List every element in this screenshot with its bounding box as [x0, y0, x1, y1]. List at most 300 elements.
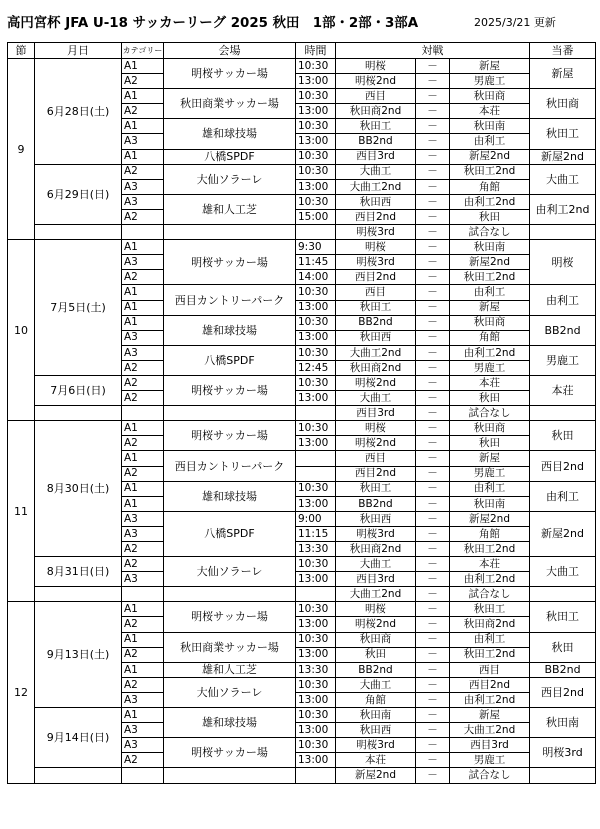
home-team-cell: 西目2nd — [336, 270, 416, 285]
table-row — [8, 59, 596, 74]
home-team-cell: 明桜 — [336, 602, 416, 617]
venue-cell — [164, 406, 296, 421]
versus-dash-cell: － — [416, 557, 450, 572]
away-team-cell: 秋田 — [450, 436, 530, 451]
category-cell: A3 — [122, 738, 164, 753]
versus-dash-cell: － — [416, 375, 450, 390]
away-team-cell: 秋田南 — [450, 496, 530, 511]
duty-cell: 男鹿工 — [530, 345, 596, 375]
venue-cell: 明桜サッカー場 — [164, 240, 296, 285]
duty-cell: 由利工 — [530, 285, 596, 315]
time-cell — [296, 406, 336, 421]
duty-cell: 新屋2nd — [530, 511, 596, 556]
venue-cell: 明桜サッカー場 — [164, 738, 296, 768]
time-cell: 13:00 — [296, 753, 336, 768]
home-team-cell: 新屋2nd — [336, 768, 416, 783]
category-cell: A1 — [122, 421, 164, 436]
away-team-cell: 由利工2nd — [450, 345, 530, 360]
time-cell: 10:30 — [296, 194, 336, 209]
time-cell: 10:30 — [296, 602, 336, 617]
time-cell: 13:00 — [296, 104, 336, 119]
time-cell: 10:30 — [296, 708, 336, 723]
setsu-cell: 9 — [8, 59, 35, 240]
table-row — [8, 708, 596, 723]
versus-dash-cell: － — [416, 179, 450, 194]
category-cell: A2 — [122, 164, 164, 179]
versus-dash-cell: － — [416, 723, 450, 738]
duty-cell: 秋田商 — [530, 89, 596, 119]
away-team-cell: 角館 — [450, 330, 530, 345]
date-cell: 8月31日(日) — [35, 557, 122, 587]
category-cell: A3 — [122, 692, 164, 707]
time-cell: 13:30 — [296, 542, 336, 557]
duty-cell — [530, 768, 596, 783]
date-cell: 7月5日(土) — [35, 240, 122, 376]
versus-dash-cell: － — [416, 466, 450, 481]
category-cell: A1 — [122, 451, 164, 466]
versus-dash-cell: － — [416, 345, 450, 360]
versus-dash-cell: － — [416, 421, 450, 436]
away-team-cell: 本荘 — [450, 557, 530, 572]
venue-cell: 明桜サッカー場 — [164, 421, 296, 451]
table-row — [8, 164, 596, 179]
away-team-cell: 本荘 — [450, 104, 530, 119]
home-team-cell: 西目 — [336, 451, 416, 466]
home-team-cell: 大曲工2nd — [336, 179, 416, 194]
versus-dash-cell: － — [416, 632, 450, 647]
category-cell: A3 — [122, 511, 164, 526]
home-team-cell: 明桜3rd — [336, 225, 416, 240]
away-team-cell: 秋田 — [450, 209, 530, 224]
time-cell: 13:00 — [296, 300, 336, 315]
home-team-cell: 明桜2nd — [336, 375, 416, 390]
time-cell: 13:00 — [296, 330, 336, 345]
versus-dash-cell: － — [416, 391, 450, 406]
home-team-cell: 明桜2nd — [336, 436, 416, 451]
category-cell: A2 — [122, 391, 164, 406]
venue-cell: 大仙ソラーレ — [164, 164, 296, 194]
date-cell: 9月13日(土) — [35, 602, 122, 708]
duty-cell: 秋田 — [530, 632, 596, 662]
category-cell: A3 — [122, 572, 164, 587]
away-team-cell: 試合なし — [450, 587, 530, 602]
versus-dash-cell: － — [416, 225, 450, 240]
category-cell: A1 — [122, 496, 164, 511]
versus-dash-cell: － — [416, 270, 450, 285]
away-team-cell: 大曲工2nd — [450, 723, 530, 738]
venue-cell: 秋田商業サッカー場 — [164, 632, 296, 662]
table-row — [8, 587, 596, 602]
category-cell: A1 — [122, 632, 164, 647]
versus-dash-cell: － — [416, 542, 450, 557]
home-team-cell: 秋田 — [336, 647, 416, 662]
away-team-cell: 新屋2nd — [450, 149, 530, 164]
duty-cell — [530, 587, 596, 602]
away-team-cell: 秋田商 — [450, 89, 530, 104]
away-team-cell: 試合なし — [450, 768, 530, 783]
header-row — [8, 43, 596, 59]
duty-cell: 大曲工 — [530, 557, 596, 587]
versus-dash-cell: － — [416, 511, 450, 526]
versus-dash-cell: － — [416, 194, 450, 209]
away-team-cell: 秋田工2nd — [450, 270, 530, 285]
date-cell — [35, 406, 122, 421]
versus-dash-cell: － — [416, 89, 450, 104]
away-team-cell: 新屋 — [450, 59, 530, 74]
duty-cell: 明桜3rd — [530, 738, 596, 768]
table-row — [8, 240, 596, 255]
time-cell: 10:30 — [296, 119, 336, 134]
header-match: 対戦 — [336, 43, 530, 59]
home-team-cell: 大曲工2nd — [336, 587, 416, 602]
versus-dash-cell: － — [416, 436, 450, 451]
time-cell: 13:30 — [296, 662, 336, 677]
venue-cell: 明桜サッカー場 — [164, 59, 296, 89]
duty-cell: 新屋 — [530, 59, 596, 89]
home-team-cell: 秋田西 — [336, 723, 416, 738]
category-cell: A2 — [122, 270, 164, 285]
away-team-cell: 新屋2nd — [450, 255, 530, 270]
table-row — [8, 602, 596, 617]
time-cell: 10:30 — [296, 375, 336, 390]
time-cell — [296, 466, 336, 481]
category-cell — [122, 768, 164, 783]
category-cell: A3 — [122, 134, 164, 149]
header-date: 月日 — [35, 43, 122, 59]
category-cell: A1 — [122, 481, 164, 496]
home-team-cell: 明桜 — [336, 240, 416, 255]
versus-dash-cell: － — [416, 738, 450, 753]
home-team-cell: 西目2nd — [336, 209, 416, 224]
versus-dash-cell: － — [416, 662, 450, 677]
versus-dash-cell: － — [416, 240, 450, 255]
venue-cell — [164, 768, 296, 783]
home-team-cell: BB2nd — [336, 496, 416, 511]
date-cell: 7月6日(日) — [35, 375, 122, 405]
category-cell: A3 — [122, 194, 164, 209]
time-cell: 10:30 — [296, 315, 336, 330]
category-cell: A3 — [122, 255, 164, 270]
home-team-cell: 明桜2nd — [336, 74, 416, 89]
time-cell — [296, 768, 336, 783]
category-cell: A3 — [122, 330, 164, 345]
date-cell: 8月30日(土) — [35, 421, 122, 557]
time-cell: 11:15 — [296, 526, 336, 541]
time-cell: 13:00 — [296, 134, 336, 149]
away-team-cell: 由利工 — [450, 285, 530, 300]
versus-dash-cell: － — [416, 526, 450, 541]
venue-cell: 八橋SPDF — [164, 511, 296, 556]
home-team-cell: 秋田工 — [336, 119, 416, 134]
away-team-cell: 試合なし — [450, 406, 530, 421]
home-team-cell: BB2nd — [336, 134, 416, 149]
away-team-cell: 由利工 — [450, 134, 530, 149]
home-team-cell: 大曲工 — [336, 164, 416, 179]
versus-dash-cell: － — [416, 315, 450, 330]
versus-dash-cell: － — [416, 677, 450, 692]
versus-dash-cell: － — [416, 119, 450, 134]
category-cell: A3 — [122, 179, 164, 194]
table-row — [8, 421, 596, 436]
home-team-cell: 大曲工2nd — [336, 345, 416, 360]
category-cell: A2 — [122, 617, 164, 632]
date-cell: 9月14日(日) — [35, 708, 122, 768]
time-cell: 13:00 — [296, 496, 336, 511]
away-team-cell: 新屋 — [450, 300, 530, 315]
category-cell: A1 — [122, 708, 164, 723]
time-cell: 13:00 — [296, 391, 336, 406]
away-team-cell: 新屋 — [450, 451, 530, 466]
versus-dash-cell: － — [416, 451, 450, 466]
time-cell: 9:00 — [296, 511, 336, 526]
category-cell: A2 — [122, 647, 164, 662]
away-team-cell: 秋田南 — [450, 240, 530, 255]
category-cell: A1 — [122, 119, 164, 134]
duty-cell: 明桜 — [530, 240, 596, 285]
away-team-cell: 西目 — [450, 662, 530, 677]
category-cell: A2 — [122, 677, 164, 692]
category-cell: A3 — [122, 526, 164, 541]
category-cell: A2 — [122, 104, 164, 119]
home-team-cell: 西目3rd — [336, 149, 416, 164]
away-team-cell: 秋田南 — [450, 119, 530, 134]
home-team-cell: 秋田工 — [336, 300, 416, 315]
home-team-cell: BB2nd — [336, 662, 416, 677]
versus-dash-cell: － — [416, 602, 450, 617]
category-cell: A3 — [122, 723, 164, 738]
venue-cell: 西目カントリーパーク — [164, 451, 296, 481]
versus-dash-cell: － — [416, 617, 450, 632]
away-team-cell: 男鹿工 — [450, 74, 530, 89]
table-row — [8, 768, 596, 783]
home-team-cell: 大曲工 — [336, 677, 416, 692]
time-cell: 10:30 — [296, 89, 336, 104]
away-team-cell: 秋田 — [450, 391, 530, 406]
category-cell: A2 — [122, 375, 164, 390]
away-team-cell: 新屋 — [450, 708, 530, 723]
time-cell: 10:30 — [296, 345, 336, 360]
away-team-cell: 本荘 — [450, 375, 530, 390]
away-team-cell: 秋田商 — [450, 315, 530, 330]
versus-dash-cell: － — [416, 406, 450, 421]
time-cell: 13:00 — [296, 436, 336, 451]
updated-date: 2025/3/21 更新 — [474, 16, 556, 29]
time-cell — [296, 225, 336, 240]
header-venue: 会場 — [164, 43, 296, 59]
time-cell: 13:00 — [296, 692, 336, 707]
time-cell: 10:30 — [296, 59, 336, 74]
home-team-cell: 明桜 — [336, 421, 416, 436]
duty-cell: 大曲工 — [530, 164, 596, 194]
duty-cell: 秋田南 — [530, 708, 596, 738]
home-team-cell: 秋田商2nd — [336, 360, 416, 375]
versus-dash-cell: － — [416, 149, 450, 164]
venue-cell — [164, 225, 296, 240]
category-cell: A1 — [122, 89, 164, 104]
away-team-cell: 由利工 — [450, 481, 530, 496]
venue-cell: 雄和人工芝 — [164, 662, 296, 677]
versus-dash-cell: － — [416, 496, 450, 511]
versus-dash-cell: － — [416, 164, 450, 179]
away-team-cell: 秋田商 — [450, 421, 530, 436]
time-cell: 10:30 — [296, 632, 336, 647]
category-cell: A1 — [122, 285, 164, 300]
time-cell: 10:30 — [296, 285, 336, 300]
versus-dash-cell: － — [416, 481, 450, 496]
versus-dash-cell: － — [416, 285, 450, 300]
table-row — [8, 406, 596, 421]
time-cell: 14:00 — [296, 270, 336, 285]
away-team-cell: 男鹿工 — [450, 753, 530, 768]
setsu-cell: 12 — [8, 602, 35, 783]
category-cell: A2 — [122, 466, 164, 481]
venue-cell: 明桜サッカー場 — [164, 375, 296, 405]
category-cell — [122, 587, 164, 602]
home-team-cell: 秋田西 — [336, 194, 416, 209]
versus-dash-cell: － — [416, 104, 450, 119]
versus-dash-cell: － — [416, 300, 450, 315]
time-cell: 15:00 — [296, 209, 336, 224]
date-cell — [35, 225, 122, 240]
versus-dash-cell: － — [416, 59, 450, 74]
category-cell: A2 — [122, 74, 164, 89]
duty-cell: 秋田工 — [530, 602, 596, 632]
time-cell: 10:30 — [296, 481, 336, 496]
time-cell: 13:00 — [296, 617, 336, 632]
home-team-cell: 明桜3rd — [336, 255, 416, 270]
away-team-cell: 由利工2nd — [450, 572, 530, 587]
category-cell: A1 — [122, 602, 164, 617]
versus-dash-cell: － — [416, 134, 450, 149]
versus-dash-cell: － — [416, 753, 450, 768]
duty-cell — [530, 406, 596, 421]
away-team-cell: 秋田工 — [450, 602, 530, 617]
venue-cell: 大仙ソラーレ — [164, 677, 296, 707]
category-cell: A2 — [122, 557, 164, 572]
time-cell: 13:00 — [296, 723, 336, 738]
duty-cell: 秋田 — [530, 421, 596, 451]
home-team-cell: 西目 — [336, 89, 416, 104]
away-team-cell: 由利工2nd — [450, 194, 530, 209]
time-cell: 10:30 — [296, 149, 336, 164]
schedule-table — [7, 42, 596, 784]
home-team-cell: 秋田南 — [336, 708, 416, 723]
away-team-cell: 試合なし — [450, 225, 530, 240]
duty-cell: 西目2nd — [530, 677, 596, 707]
away-team-cell: 角館 — [450, 526, 530, 541]
category-cell: A1 — [122, 300, 164, 315]
header-time: 時間 — [296, 43, 336, 59]
home-team-cell: 明桜2nd — [336, 617, 416, 632]
venue-cell: 雄和球技場 — [164, 481, 296, 511]
home-team-cell: 本荘 — [336, 753, 416, 768]
category-cell: A1 — [122, 149, 164, 164]
table-row — [8, 375, 596, 390]
away-team-cell: 男鹿工 — [450, 360, 530, 375]
home-team-cell: 明桜3rd — [336, 526, 416, 541]
header-category: カテゴリー — [122, 43, 164, 59]
header-duty: 当番 — [530, 43, 596, 59]
duty-cell: 由利工 — [530, 481, 596, 511]
time-cell: 11:45 — [296, 255, 336, 270]
home-team-cell: 秋田西 — [336, 330, 416, 345]
away-team-cell: 西目2nd — [450, 677, 530, 692]
time-cell: 10:30 — [296, 738, 336, 753]
venue-cell: 八橋SPDF — [164, 149, 296, 164]
venue-cell: 明桜サッカー場 — [164, 602, 296, 632]
category-cell: A1 — [122, 59, 164, 74]
away-team-cell: 新屋2nd — [450, 511, 530, 526]
duty-cell: BB2nd — [530, 662, 596, 677]
category-cell: A2 — [122, 436, 164, 451]
venue-cell: 八橋SPDF — [164, 345, 296, 375]
schedule-body — [8, 59, 596, 784]
time-cell: 10:30 — [296, 164, 336, 179]
duty-cell: BB2nd — [530, 315, 596, 345]
duty-cell: 秋田工 — [530, 119, 596, 149]
time-cell — [296, 587, 336, 602]
time-cell: 10:30 — [296, 557, 336, 572]
home-team-cell: 西目 — [336, 285, 416, 300]
date-cell: 6月29日(日) — [35, 164, 122, 224]
home-team-cell: 秋田西 — [336, 511, 416, 526]
time-cell: 13:00 — [296, 74, 336, 89]
category-cell — [122, 225, 164, 240]
home-team-cell: 明桜 — [336, 59, 416, 74]
home-team-cell: 大曲工 — [336, 557, 416, 572]
venue-cell: 雄和球技場 — [164, 708, 296, 738]
table-row — [8, 557, 596, 572]
home-team-cell: 西目2nd — [336, 466, 416, 481]
time-cell — [296, 451, 336, 466]
page-title: 高円宮杯 JFA U-18 サッカーリーグ 2025 秋田 1部・2部・3部A — [7, 16, 419, 31]
home-team-cell: 角館 — [336, 692, 416, 707]
category-cell: A2 — [122, 209, 164, 224]
time-cell: 12:45 — [296, 360, 336, 375]
category-cell: A2 — [122, 542, 164, 557]
away-team-cell: 男鹿工 — [450, 466, 530, 481]
time-cell: 13:00 — [296, 179, 336, 194]
away-team-cell: 由利工 — [450, 632, 530, 647]
versus-dash-cell: － — [416, 692, 450, 707]
time-cell: 13:00 — [296, 572, 336, 587]
home-team-cell: 西目3rd — [336, 406, 416, 421]
away-team-cell: 秋田工2nd — [450, 647, 530, 662]
venue-cell: 大仙ソラーレ — [164, 557, 296, 587]
venue-cell: 西目カントリーパーク — [164, 285, 296, 315]
duty-cell: 西目2nd — [530, 451, 596, 481]
versus-dash-cell: － — [416, 708, 450, 723]
header-setsu: 節 — [8, 43, 35, 59]
category-cell: A2 — [122, 753, 164, 768]
duty-cell — [530, 225, 596, 240]
date-cell: 6月28日(土) — [35, 59, 122, 165]
date-cell — [35, 768, 122, 783]
category-cell: A1 — [122, 315, 164, 330]
home-team-cell: 西目3rd — [336, 572, 416, 587]
venue-cell: 雄和球技場 — [164, 119, 296, 149]
versus-dash-cell: － — [416, 255, 450, 270]
category-cell: A2 — [122, 360, 164, 375]
duty-cell: 新屋2nd — [530, 149, 596, 164]
category-cell: A3 — [122, 345, 164, 360]
time-cell: 10:30 — [296, 677, 336, 692]
versus-dash-cell: － — [416, 587, 450, 602]
duty-cell: 本荘 — [530, 375, 596, 405]
date-cell — [35, 587, 122, 602]
home-team-cell: 秋田商2nd — [336, 542, 416, 557]
table-row — [8, 225, 596, 240]
